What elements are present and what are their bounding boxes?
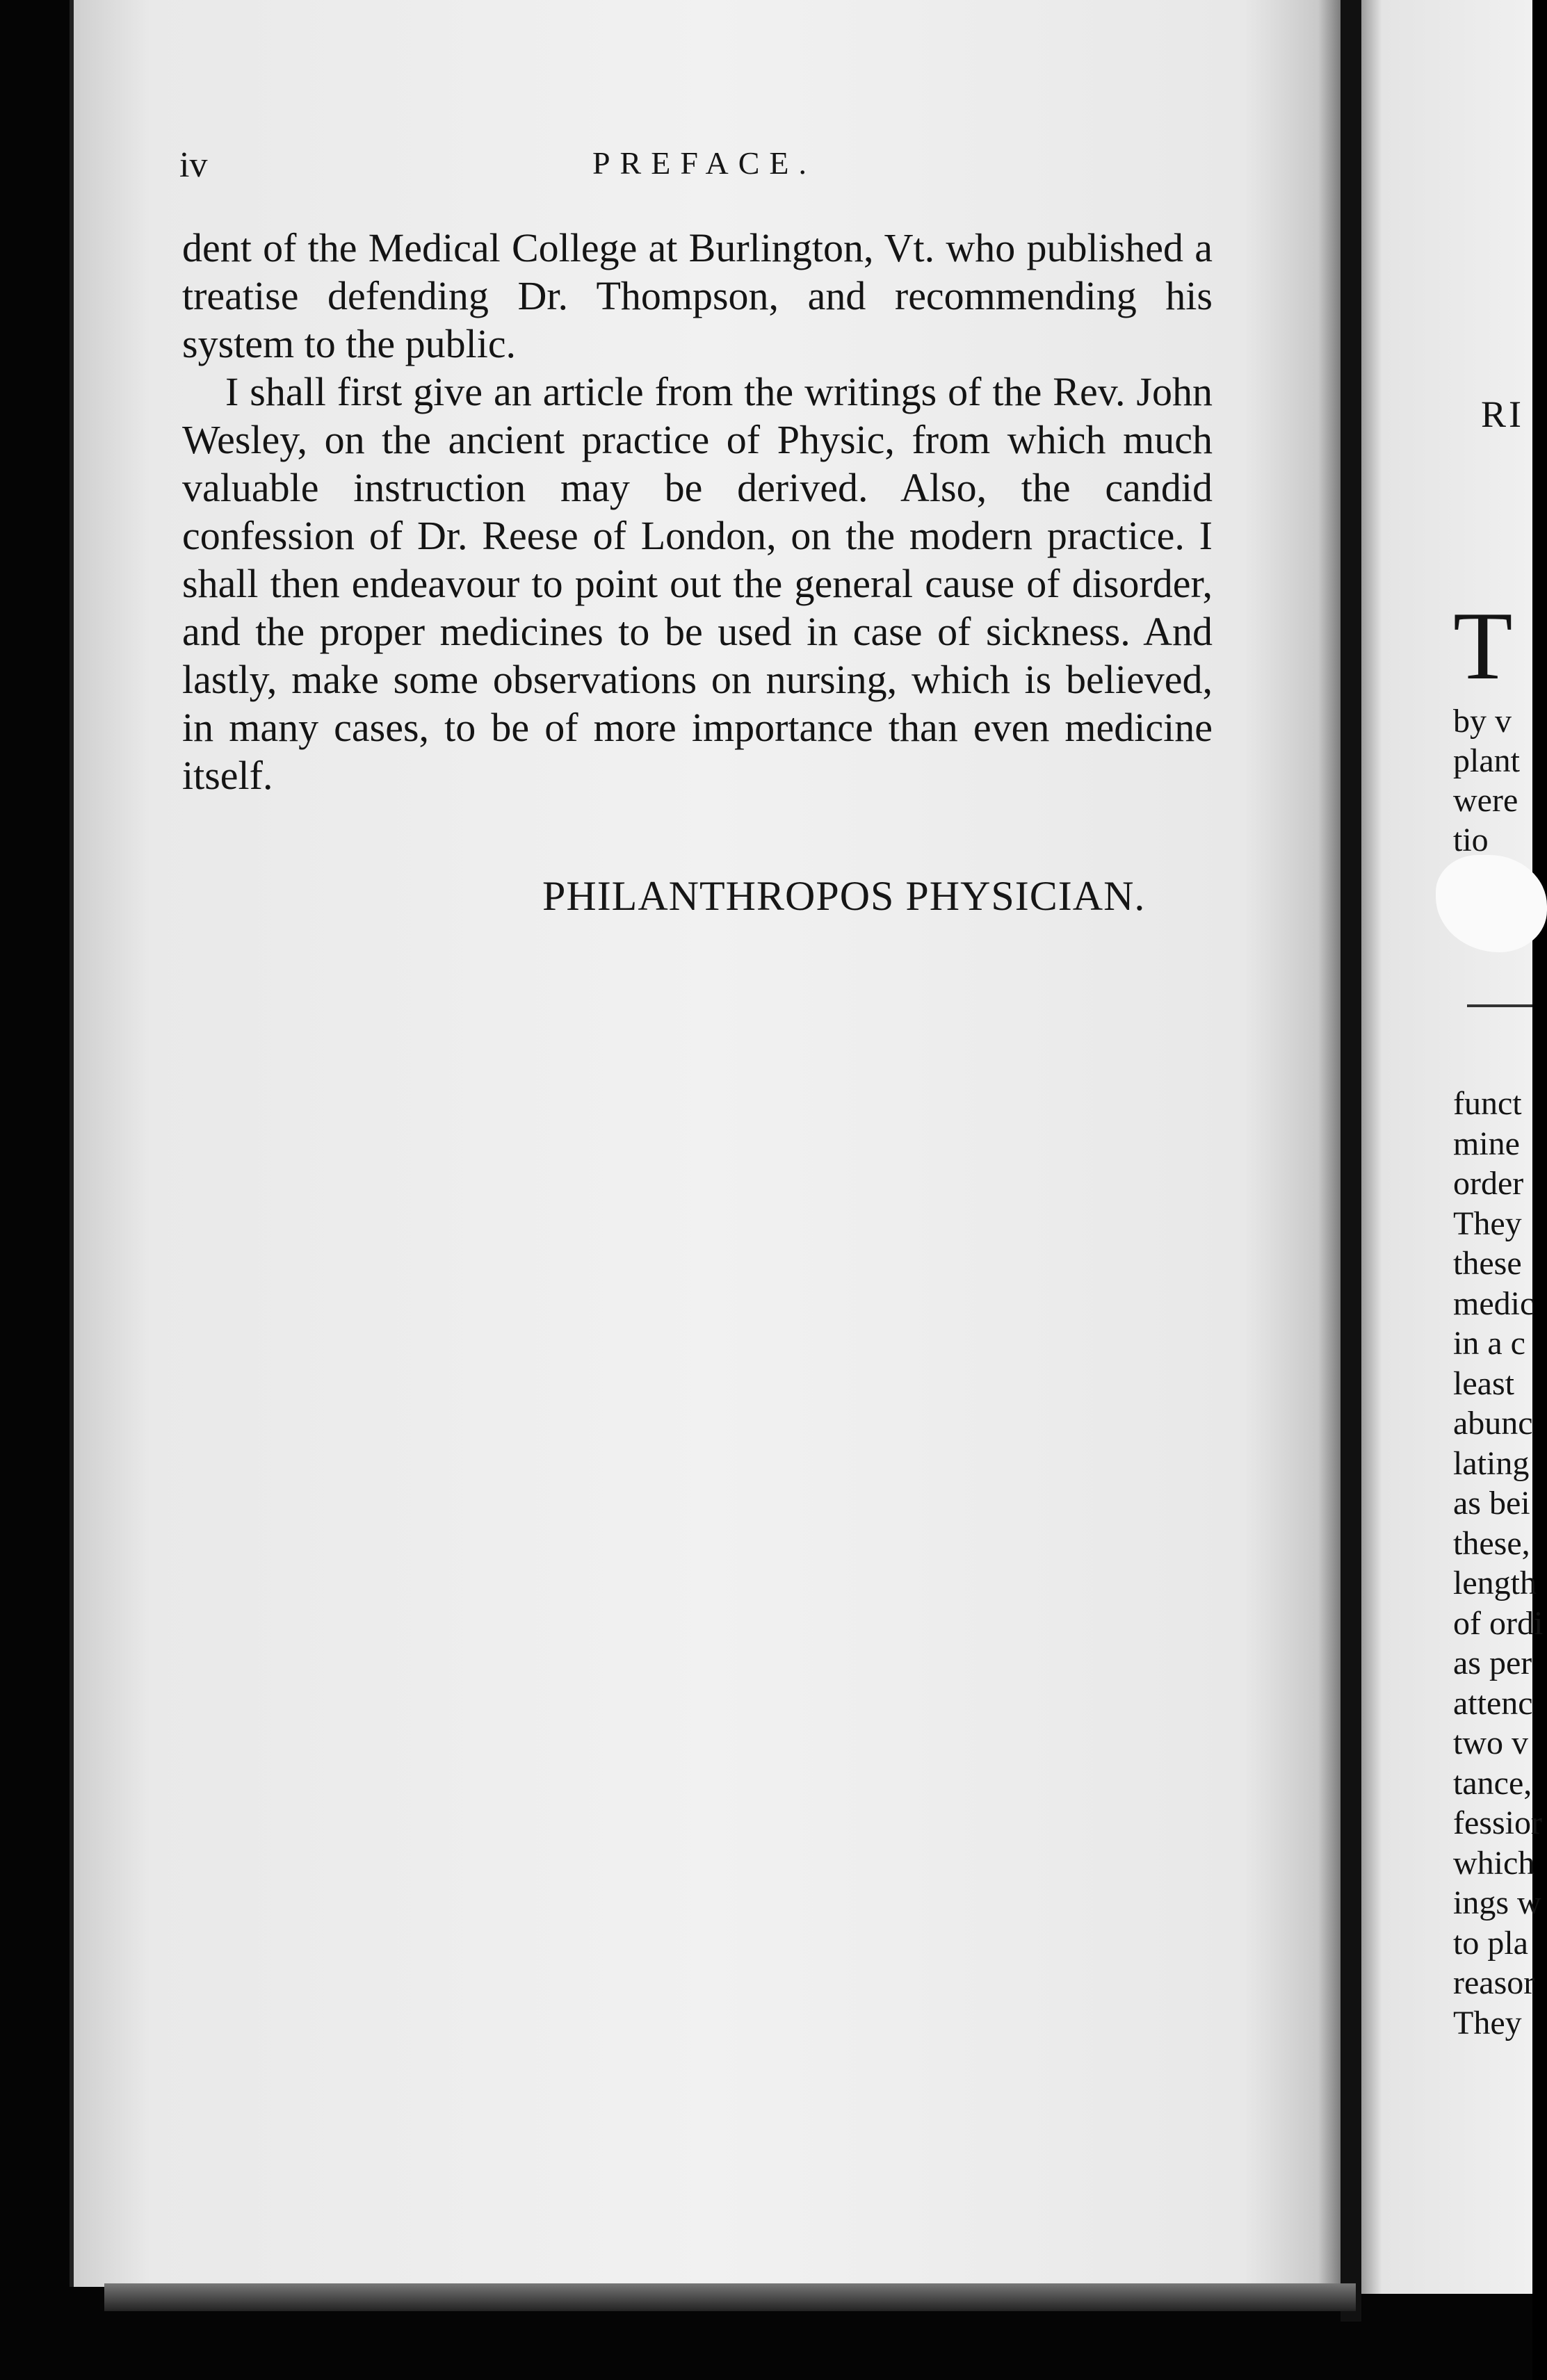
drop-cap: T	[1453, 592, 1513, 700]
right-page-line: of ordi	[1453, 1604, 1544, 1642]
paragraph-2: I shall first give an article from the writings of the Rev. John Wesley, on the ancient practice of Physic, from which much valuable instruction may be derived. Also, the candid confession of Dr. Reese of London, on the modern practice. I shall then endeavour to point out the general cause of disorder, and the proper medicines to be used in case of sickness. And lastly, make some observations on nursing, which is believed, in many cases, to be of more importance than even medicine itself.	[182, 369, 1213, 798]
paragraph-1: dent of the Medical College at Burlington, Vt. who published a treatise defending Dr. Thompson, and recommending his system to the public.	[182, 225, 1213, 366]
right-page-line: two v	[1453, 1725, 1528, 1761]
show-through-text	[209, 966, 1182, 2051]
right-page-line: which	[1453, 1844, 1535, 1882]
right-page-heading: RI	[1481, 393, 1524, 435]
right-page-line: They	[1453, 2004, 1522, 2041]
running-head-title: PREFACE.	[592, 145, 817, 181]
right-page-line: funct	[1453, 1085, 1522, 1122]
right-page-line: They	[1453, 1205, 1522, 1242]
right-page-line: reasor	[1453, 1964, 1535, 2001]
right-page-line: fessior	[1453, 1804, 1542, 1841]
right-page-line: abunc	[1453, 1405, 1533, 1442]
right-page-line: length	[1453, 1565, 1537, 1601]
right-page-line: medic	[1453, 1285, 1535, 1322]
right-page-line: tio	[1453, 822, 1489, 858]
right-page-line: these	[1453, 1245, 1522, 1282]
preface-body	[182, 224, 1213, 799]
right-page-line: these,	[1453, 1524, 1530, 1562]
right-page-line: lating	[1453, 1444, 1530, 1482]
right-page-line: as per	[1453, 1645, 1532, 1681]
damaged-line	[1467, 1004, 1532, 1007]
right-page-line: least	[1453, 1364, 1514, 1402]
right-page-line: ings w	[1453, 1884, 1541, 1921]
right-page-line: by v	[1453, 703, 1512, 740]
right-page-line: plant	[1453, 742, 1520, 779]
right-page-line: in a c	[1453, 1325, 1525, 1362]
running-head	[179, 139, 1229, 195]
right-page-line: were	[1453, 782, 1518, 819]
right-page-line: tance,	[1453, 1764, 1532, 1802]
book-gutter	[1341, 0, 1361, 2322]
page-number: iv	[179, 145, 208, 185]
right-page-line: attenc	[1453, 1684, 1533, 1722]
right-page-line: to pla	[1453, 1924, 1528, 1962]
signature: PHILANTHROPOS PHYSICIAN.	[542, 873, 1146, 919]
right-page-line: mine	[1453, 1125, 1520, 1162]
page-bottom-edge	[104, 2283, 1356, 2311]
right-page-line: order	[1453, 1165, 1524, 1202]
right-page-line: as bei	[1453, 1485, 1530, 1522]
